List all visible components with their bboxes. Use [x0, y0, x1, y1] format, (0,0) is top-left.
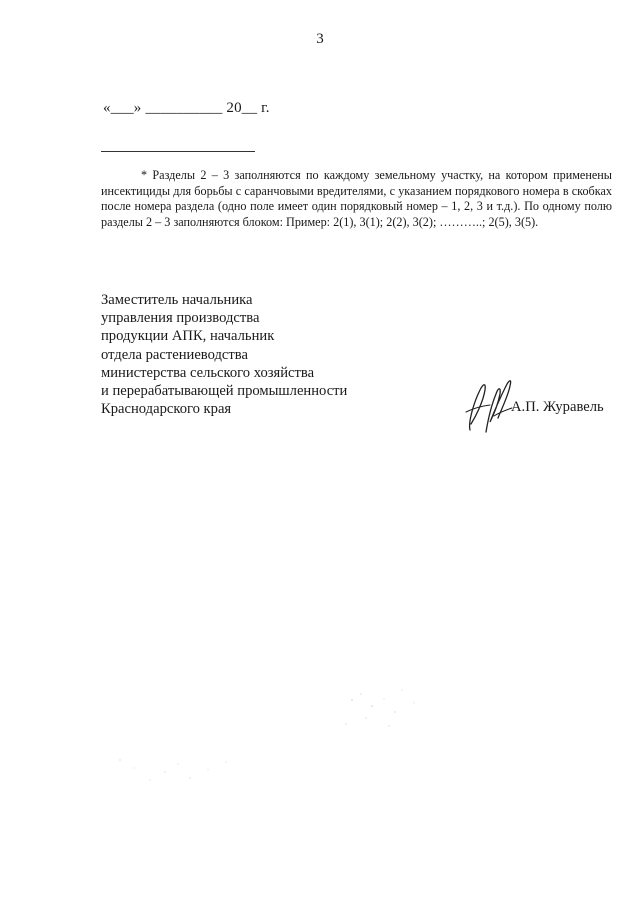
footnote-text: * Разделы 2 – 3 заполняются по каждому земельному участку, на котором применены инсектициды для борьбы с саранчовыми вредителями, с указанием порядкового номера в скобках после номера раздела (одно поле имеет один порядковый номер – 1, 2, 3 и т.д.). По одному полю разделы 2 – 3 заполняются блоком: Пример: 2(1), 3(1); 2(2), 3(2); ………..; 2(5), 3(5).: [101, 168, 612, 229]
signatory-title-line: Заместитель начальника: [101, 292, 253, 308]
date-line: «___» __________ 20__ г.: [103, 100, 270, 116]
signatory-title-line: министерства сельского хозяйства: [101, 364, 315, 381]
signatory-title-line: продукции АПК, начальник: [101, 328, 275, 345]
signatory-title-line: управления производства: [101, 310, 260, 327]
page-number: 3: [316, 31, 324, 47]
signatory-title-line: и перерабатывающей промышленности: [101, 383, 348, 400]
signer-name: А.П. Журавель: [511, 399, 604, 415]
signatory-title-line: отдела растениеводства: [101, 346, 248, 363]
signatory-title-line: Краснодарского края: [101, 401, 232, 418]
